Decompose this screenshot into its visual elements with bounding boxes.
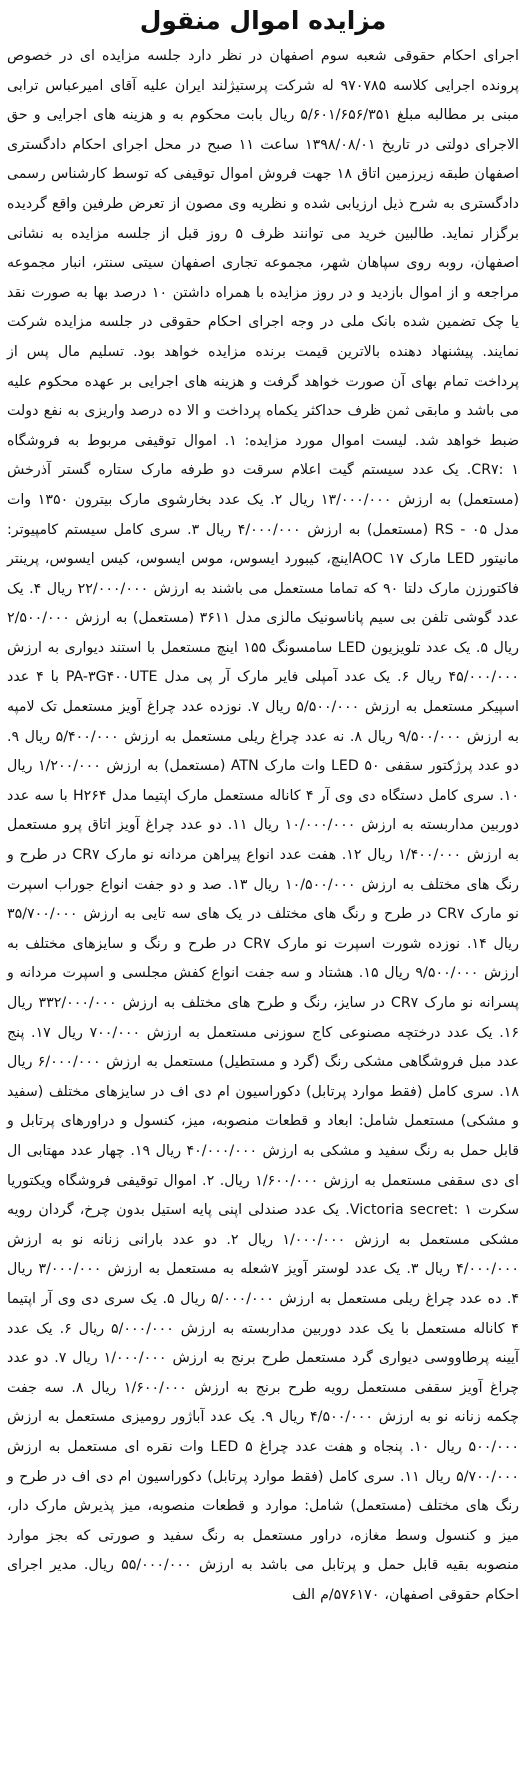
- notice-title: مزایده اموال منقول: [139, 6, 387, 35]
- notice-body: اجرای احکام حقوقی شعبه سوم اصفهان در نظر دارد جلسه مزایده ای در خصوص پرونده اجرایی کلاسه ۹۷۰۷۸۵ له شرکت پرستیژلند ایران علیه آقای امیرعباس ترابی مبنی بر مطالبه مبلغ ۵/۶۰۱/۶۵۶/۳۵۱ ریال بابت محکوم به و هزینه های اجرایی و حق الاجرای دولتی در تاریخ ۱۳۹۸/۰۸/۰۱ ساعت ۱۱ صبح در محل اجرای احکام دادگستری اصفهان طبقه زیرزمین اتاق ۱۸ جهت فروش اموال توقیفی که توسط کارشناس رسمی دادگستری به شرح ذیل ارزیابی شده و نظریه وی مصون از تعرض طرفین واقع گردیده برگزار نماید. طالبین خرید می توانند ظرف ۵ روز قبل از جلسه مزایده به نشانی اصفهان، روبه روی سپاهان شهر، مجموعه تجاری اصفهان سیتی سنتر، انبار مجموعه مراجعه و از اموال بازدید و در روز مزایده با همراه داشتن ۱۰ درصد بها به صورت نقد یا چک تضمین شده بانک ملی در وجه اجرای احکام حقوقی در جلسه مزایده شرکت نمایند. پیشنهاد دهنده بالاترین قیمت برنده مزایده خواهد بود. تسلیم مال پس از پرداخت تمام بهای آن صورت خواهد گرفت و هزینه های اجرایی بر عهده محکوم علیه می باشد و مابقی ثمن ظرف حداکثر یکماه پرداخت و الا ده درصد واریزی به نفع دولت ضبط خواهد شد. لیست اموال مورد مزایده: ۱. اموال توقیفی مربوط به فروشگاه CR۷: ۱. یک عدد سیستم گیت اعلام سرقت دو طرفه مارک ستاره گستر آذرخش (مستعمل) به ارزش ۱۳/۰۰۰/۰۰۰ ریال ۲. یک عدد بخارشوی مارک بیترون ۱۳۵۰ وات مدل RS - ۰۵ (مستعمل) به ارزش ۴/۰۰۰/۰۰۰ ریال ۳. سری کامل سیستم کامپیوتر: مانیتور LED مارک AOC ۱۷اینچ، کیبورد ایسوس، موس ایسوس، کیس ایسوس، پرینتر فاکتورزن مارک دلتا ۹۰ که تماما مستعمل می باشند به ارزش ۲۲/۰۰۰/۰۰۰ ریال ۴. یک عدد گوشی تلفن بی سیم پاناسونیک مالزی مدل ۳۶۱۱ (مستعمل) به ارزش ۲/۵۰۰/۰۰۰ ریال ۵. یک عدد تلویزیون LED سامسونگ ۱۵۵ اینچ مستعمل با استند دیواری به ارزش ۴۵/۰۰۰/۰۰۰ ریال ۶. یک عدد آمپلی فایر مارک آر پی مدل PA-۳G۴۰۰UTE با ۴ عدد اسپیکر مستعمل به ارزش ۵/۵۰۰/۰۰۰ ریال ۷. نوزده عدد چراغ آویز مستعمل تک لامپه به ارزش ۹/۵۰۰/۰۰۰ ریال ۸. نه عدد چراغ ریلی مستعمل به ارزش ۵/۴۰۰/۰۰۰ ریال ۹. دو عدد پرژکتور سقفی LED ۵۰ وات مارک ATN (مستعمل) به ارزش ۱/۲۰۰/۰۰۰ ریال ۱۰. سری کامل دستگاه دی وی آر ۴ کاناله مستعمل مارک اپتیما مدل H۲۶۴ با سه عدد دوربین مداربسته به ارزش ۱۰/۰۰۰/۰۰۰ ریال ۱۱. دو عدد چراغ آویز اتاق پرو مستعمل به ارزش ۱/۴۰۰/۰۰۰ ریال ۱۲. هفت عدد انواع پیراهن مردانه نو مارک CR۷ در طرح و رنگ های مختلف به ارزش ۱۰/۵۰۰/۰۰۰ ریال ۱۳. صد و دو جفت انواع جوراب اسپرت نو مارک CR۷ در طرح و رنگ های مختلف در یک های سه تایی به ارزش ۳۵/۷۰۰/۰۰۰ ریال ۱۴. نوزده شورت اسپرت نو مارک CR۷ در طرح و رنگ و سایزهای مختلف به ارزش ۹/۵۰۰/۰۰۰ ریال ۱۵. هشتاد و سه جفت انواع کفش مجلسی و اسپرت مردانه و پسرانه نو مارک CR۷ در سایز، رنگ و طرح های مختلف به ارزش ۳۳۲/۰۰۰/۰۰۰ ریال ۱۶. یک عدد درختچه مصنوعی کاج سوزنی مستعمل به ارزش ۷۰۰/۰۰۰ ریال ۱۷. پنج عدد مبل فروشگاهی مشکی رنگ (گرد و مستطیل) مستعمل به ارزش ۶/۰۰۰/۰۰۰ ریال ۱۸. سری کامل (فقط موارد پرتابل) دکوراسیون ام دی اف در سایزهای مختلف (سفید و مشکی) مستعمل شامل: ابعاد و قطعات منصوبه، میز، کنسول و دراورهای پرتابل و قابل حمل به رنگ سفید و مشکی به ارزش ۴۰/۰۰۰/۰۰۰ ریال ۱۹. چهار عدد مهتابی ال ای دی سقفی مستعمل به ارزش ۱/۶۰۰/۰۰۰ ریال. ۲. اموال توقیفی فروشگاه ویکتوریا سکرت Victoria secret: ۱. یک عدد صندلی اپنی پایه استیل بدون چرخ، گردان رویه مشکی مستعمل به ارزش ۱/۰۰۰/۰۰۰ ریال ۲. دو عدد بارانی زنانه نو به ارزش ۴/۰۰۰/۰۰۰ ریال ۳. یک عدد لوستر آویز ۷شعله به مستعمل به ارزش ۳/۰۰۰/۰۰۰ ریال ۴. ده عدد چراغ ریلی مستعمل به ارزش ۵/۰۰۰/۰۰۰ ریال ۵. یک سری دی وی آر اپتیما ۴ کاناله مستعمل با یک عدد دوربین مداربسته به ارزش ۵/۰۰۰/۰۰۰ ریال ۶. یک عدد آیینه پرطاووسی دیواری گرد مستعمل طرح برنج به ارزش ۱/۰۰۰/۰۰۰ ریال ۷. دو عدد چراغ آویز سقفی مستعمل رویه طرح برنج به ارزش ۱/۶۰۰/۰۰۰ ریال ۸. سه جفت چکمه زنانه نو به ارزش ۴/۵۰۰/۰۰۰ ریال ۹. یک عدد آباژور رومیزی مستعمل به ارزش ۵۰۰/۰۰۰ ریال ۱۰. پنجاه و هفت عدد چراغ LED ۵ وات نقره ای مستعمل به ارزش ۵/۷۰۰/۰۰۰ ریال ۱۱. سری کامل (فقط موارد پرتابل) دکوراسیون ام دی اف در طرح و رنگ های مختلف (مستعمل) شامل: موارد و قطعات منصوبه، میز پذیرش مارک دار، میز و کنسول وسط مغازه، دراور مستعمل به رنگ سفید و صورتی که بجز موارد منصوبه بقیه قابل حمل و پرتابل می باشد به ارزش ۵۵/۰۰۰/۰۰۰ ریال. مدیر اجرای احکام حقوقی اصفهان، ۵۷۶۱۷۰/م الف: [7, 48, 520, 1603]
